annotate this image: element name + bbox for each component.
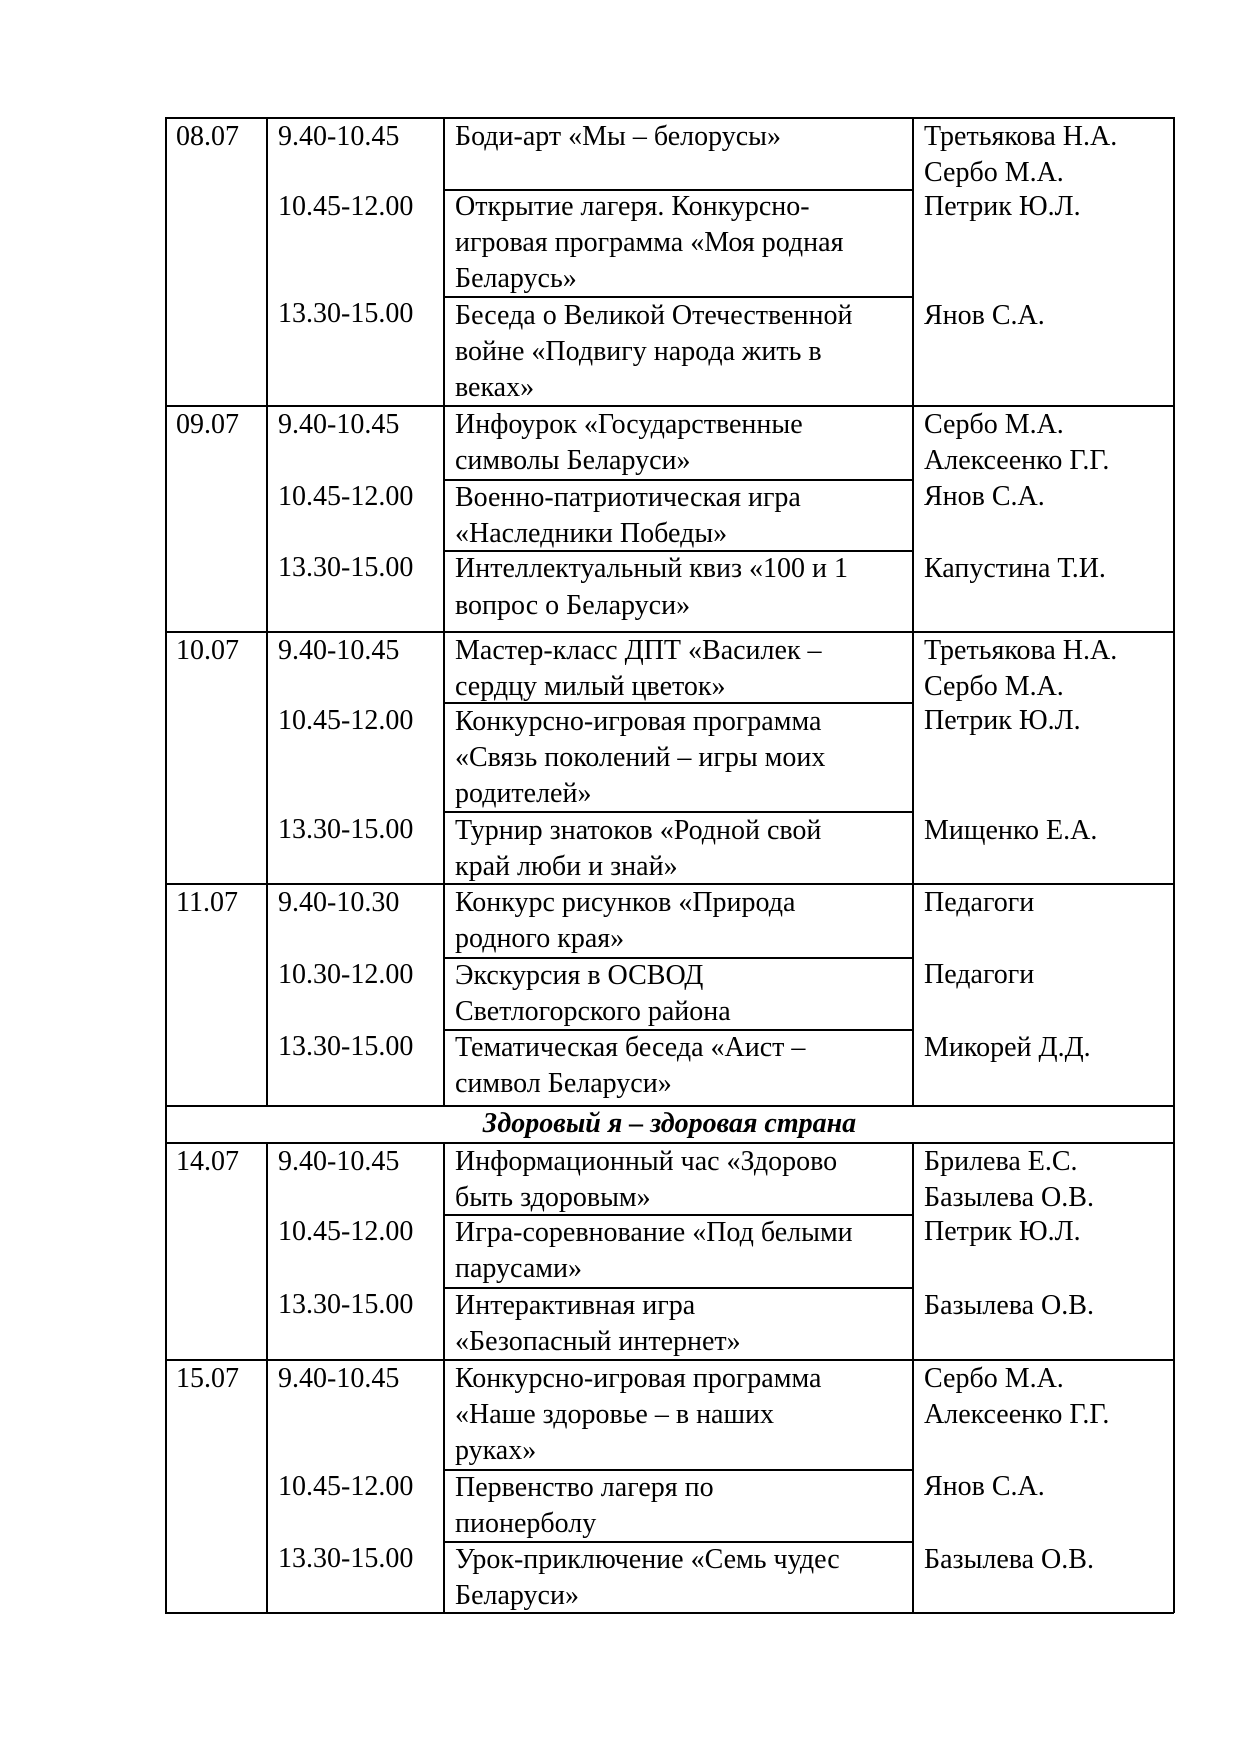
- section-heading: Здоровый я – здоровая страна: [482, 1108, 857, 1139]
- activity-line: Беларусь»: [455, 263, 577, 294]
- activity-line: веках»: [455, 372, 535, 403]
- activity-line: быть здоровым»: [455, 1182, 651, 1213]
- time-cell: 13.30-15.00: [278, 552, 414, 583]
- activity-line: символы Беларуси»: [455, 445, 691, 476]
- activity-line: Экскурсия в ОСВОД: [455, 960, 704, 991]
- activity-line: вопрос о Беларуси»: [455, 590, 691, 621]
- activity-line: Информационный час «Здорово: [455, 1146, 838, 1177]
- time-cell: 9.40-10.45: [278, 121, 400, 152]
- date-cell: 09.07: [176, 409, 239, 440]
- table-border-left: [165, 117, 167, 1613]
- responsible-person: Третьякова Н.А.: [924, 635, 1118, 666]
- activity-line: символ Беларуси»: [455, 1068, 672, 1099]
- column-divider: [443, 1142, 445, 1613]
- responsible-person: Третьякова Н.А.: [924, 121, 1118, 152]
- date-cell: 11.07: [176, 887, 238, 918]
- activity-line: Игра-соревнование «Под белыми: [455, 1217, 853, 1248]
- date-cell: 14.07: [176, 1146, 239, 1177]
- activity-line: руках»: [455, 1435, 537, 1466]
- responsible-person: Петрик Ю.Л.: [924, 705, 1081, 736]
- responsible-person: Алексеенко Г.Г.: [924, 1399, 1110, 1430]
- activity-line: «Связь поколений – игры моих: [455, 742, 826, 773]
- activity-line: Беларуси»: [455, 1580, 579, 1611]
- time-cell: 9.40-10.30: [278, 887, 400, 918]
- time-cell: 13.30-15.00: [278, 1031, 414, 1062]
- responsible-person: Педагоги: [924, 887, 1035, 918]
- responsible-person: Капустина Т.И.: [924, 553, 1106, 584]
- responsible-person: Сербо М.А.: [924, 671, 1064, 702]
- responsible-person: Базылева О.В.: [924, 1290, 1094, 1321]
- column-divider: [912, 1142, 914, 1613]
- time-cell: 9.40-10.45: [278, 1363, 400, 1394]
- date-cell: 08.07: [176, 121, 239, 152]
- time-cell: 10.45-12.00: [278, 1471, 414, 1502]
- activity-line: Интеллектуальный квиз «100 и 1: [455, 553, 849, 584]
- activity-line: «Наше здоровье – в наших: [455, 1399, 775, 1430]
- time-cell: 13.30-15.00: [278, 1543, 414, 1574]
- activity-line: родного края»: [455, 923, 625, 954]
- activity-line: край люби и знай»: [455, 851, 678, 882]
- time-cell: 10.45-12.00: [278, 705, 414, 736]
- responsible-person: Сербо М.А.: [924, 157, 1064, 188]
- time-cell: 13.30-15.00: [278, 814, 414, 845]
- activity-line: Светлогорского района: [455, 996, 731, 1027]
- responsible-person: Янов С.А.: [924, 481, 1045, 512]
- time-cell: 10.45-12.00: [278, 1216, 414, 1247]
- time-cell: 10.30-12.00: [278, 959, 414, 990]
- activity-line: родителей»: [455, 778, 592, 809]
- time-cell: 9.40-10.45: [278, 635, 400, 666]
- responsible-person: Петрик Ю.Л.: [924, 191, 1081, 222]
- activity-line: Военно-патриотическая игра: [455, 482, 801, 513]
- time-cell: 9.40-10.45: [278, 409, 400, 440]
- time-cell: 13.30-15.00: [278, 298, 414, 329]
- responsible-person: Алексеенко Г.Г.: [924, 445, 1110, 476]
- activity-line: Беседа о Великой Отечественной: [455, 300, 853, 331]
- activity-line: Открытие лагеря. Конкурсно-: [455, 191, 810, 222]
- activity-line: «Наследники Победы»: [455, 518, 728, 549]
- activity-line: Первенство лагеря по: [455, 1472, 714, 1503]
- table-border-right: [1173, 117, 1175, 1613]
- column-divider: [443, 117, 445, 1106]
- time-cell: 10.45-12.00: [278, 481, 414, 512]
- responsible-person: Микорей Д.Д.: [924, 1032, 1091, 1063]
- time-cell: 13.30-15.00: [278, 1289, 414, 1320]
- activity-line: Урок-приключение «Семь чудес: [455, 1544, 840, 1575]
- column-divider: [912, 117, 914, 1106]
- responsible-person: Мищенко Е.А.: [924, 815, 1098, 846]
- activity-line: Турнир знатоков «Родной свой: [455, 815, 822, 846]
- activity-line: Боди-арт «Мы – белорусы»: [455, 121, 781, 152]
- responsible-person: Базылева О.В.: [924, 1544, 1094, 1575]
- activity-line: Интерактивная игра: [455, 1290, 696, 1321]
- activity-line: Конкурс рисунков «Природа: [455, 887, 796, 918]
- time-cell: 10.45-12.00: [278, 191, 414, 222]
- responsible-person: Брилева Е.С.: [924, 1146, 1078, 1177]
- activity-line: войне «Подвигу народа жить в: [455, 336, 822, 367]
- responsible-person: Янов С.А.: [924, 300, 1045, 331]
- time-cell: 9.40-10.45: [278, 1146, 400, 1177]
- activity-line: Конкурсно-игровая программа: [455, 1363, 822, 1394]
- responsible-person: Петрик Ю.Л.: [924, 1216, 1081, 1247]
- responsible-person: Педагоги: [924, 959, 1035, 990]
- table-border-bottom: [165, 1612, 1174, 1614]
- date-cell: 10.07: [176, 635, 239, 666]
- activity-line: парусами»: [455, 1253, 582, 1284]
- responsible-person: Базылева О.В.: [924, 1182, 1094, 1213]
- responsible-person: Сербо М.А.: [924, 1363, 1064, 1394]
- column-divider: [266, 117, 268, 1106]
- activity-line: «Безопасный интернет»: [455, 1326, 741, 1357]
- activity-line: Инфоурок «Государственные: [455, 409, 803, 440]
- date-cell: 15.07: [176, 1363, 239, 1394]
- activity-line: Конкурсно-игровая программа: [455, 706, 822, 737]
- activity-line: Тематическая беседа «Аист –: [455, 1032, 806, 1063]
- column-divider: [266, 1142, 268, 1613]
- responsible-person: Янов С.А.: [924, 1471, 1045, 1502]
- activity-line: Мастер-класс ДПТ «Василек –: [455, 635, 822, 666]
- activity-line: пионерболу: [455, 1508, 597, 1539]
- activity-line: игровая программа «Моя родная: [455, 227, 844, 258]
- responsible-person: Сербо М.А.: [924, 409, 1064, 440]
- activity-line: сердцу милый цветок»: [455, 671, 726, 702]
